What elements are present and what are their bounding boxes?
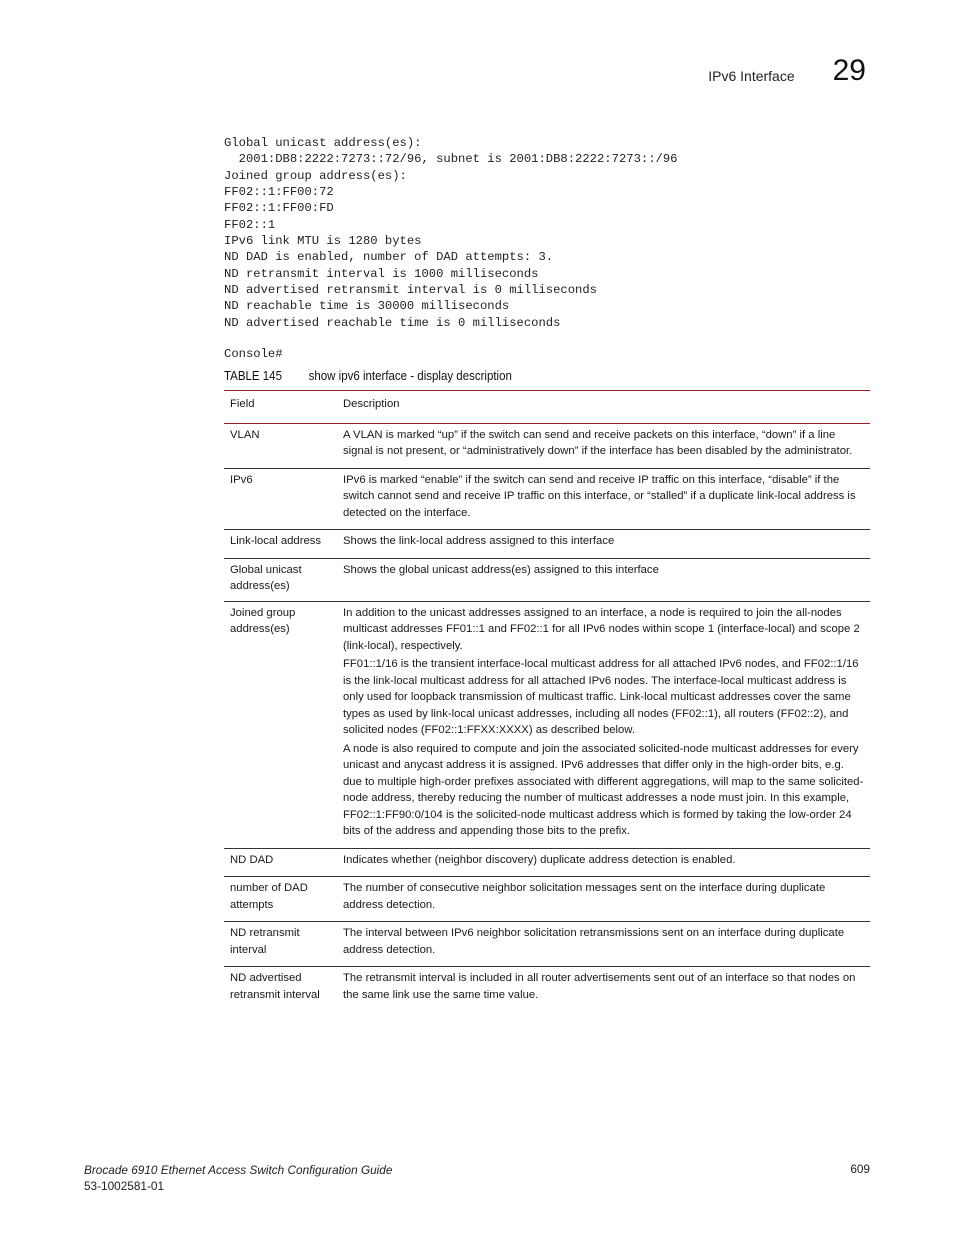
- console-prompt: Console#: [224, 347, 283, 361]
- cli-output-line: ND advertised reachable time is 0 milliseconds: [224, 315, 561, 330]
- cli-output-line: FF02::1: [224, 217, 276, 232]
- page-number: 609: [850, 1162, 870, 1176]
- chapter-number: 29: [832, 54, 866, 87]
- table-row: [224, 877, 870, 922]
- description-paragraph: A VLAN is marked “up” if the switch can send and receive packets on this interface, “down” if a line signal is not present, or “administratively down” if the interface has been disabled by the administrator.: [343, 428, 853, 457]
- description-paragraph: In addition to the unicast addresses assigned to an interface, a node is required to join the all-nodes multicast addresses FF01::1 and FF02::1 for all IPv6 nodes within scope 1 (interface-local) and scope 2 (link-local), respectively.: [343, 606, 860, 652]
- table-row: [224, 530, 870, 559]
- description-paragraph: Shows the global unicast address(es) assigned to this interface: [343, 563, 659, 576]
- cli-output-line: Joined group address(es):: [224, 168, 407, 183]
- table-caption-title: show ipv6 interface - display description: [308, 369, 512, 383]
- table-caption: [224, 369, 512, 383]
- field-cell: VLAN: [224, 423, 337, 468]
- field-cell: ND DAD: [224, 848, 337, 877]
- description-paragraph: The number of consecutive neighbor solicitation messages sent on the interface during duplicate address detection.: [343, 882, 826, 911]
- description-paragraph: Shows the link-local address assigned to this interface: [343, 535, 615, 547]
- field-cell: number of DAD attempts: [224, 877, 337, 922]
- cli-output-line: ND reachable time is 30000 milliseconds: [224, 299, 510, 314]
- description-cell: [337, 848, 870, 877]
- description-paragraph: A node is also required to compute and join the associated solicited-node multicast addresses for every unicast and anycast address it is assigned. IPv6 addresses that differ only in the high-order bits, e.g. due to multiple high-order prefixes associated with different aggregations, will map to the same solicited-node address, thereby reducing the number of multicast addresses a node must join. In this example, FF02::1:FF90:0/104 is the solicited-node multicast address which is formed by taking the low-order 24 bits of the address and appending those bits to the prefix.: [343, 742, 864, 837]
- description-cell: [337, 468, 870, 530]
- column-header-description: Description: [337, 391, 870, 424]
- table-row: [224, 922, 870, 967]
- section-title: IPv6 Interface: [708, 68, 795, 84]
- table-row: [224, 468, 870, 530]
- description-cell: [337, 877, 870, 922]
- field-cell: Joined group address(es): [224, 601, 337, 848]
- description-paragraph: The interval between IPv6 neighbor solicitation retransmissions sent on an interface during duplicate address detection.: [343, 927, 845, 956]
- table-row: [224, 848, 870, 877]
- field-cell: IPv6: [224, 468, 337, 530]
- cli-output-line: FF02::1:FF00:72: [224, 185, 334, 200]
- table-row: [224, 423, 870, 468]
- table-header-row: [224, 391, 870, 424]
- table-row: [224, 601, 870, 848]
- cli-output-line: FF02::1:FF00:FD: [224, 201, 334, 216]
- footer-doc-title: Brocade 6910 Ethernet Access Switch Configuration Guide: [84, 1163, 393, 1177]
- table-body: [224, 423, 870, 1011]
- description-cell: [337, 601, 870, 848]
- cli-output-line: ND retransmit interval is 1000 milliseconds: [224, 266, 539, 281]
- cli-output-line: IPv6 link MTU is 1280 bytes: [224, 234, 422, 249]
- table-row: [224, 558, 870, 601]
- description-paragraph: FF01::1/16 is the transient interface-local multicast address for all attached IPv6 nodes, and FF02::1/16 is the link-local multicast address for all attached IPv6 nodes. The interface-local multicast address is only used for loopback transmission of multicast traffic. Link-local multicast addresses cover the same types as used by link-local unicast addresses, including all nodes (FF02::1), all routers (FF02::2), and solicited nodes (FF02::1:FFXX:XXXX) as described below.: [343, 658, 859, 736]
- table-caption-number: TABLE 145: [224, 369, 282, 383]
- field-cell: Global unicast address(es): [224, 558, 337, 601]
- cli-output-line: Global unicast address(es):: [224, 136, 422, 150]
- description-cell: [337, 423, 870, 468]
- description-table: [224, 390, 870, 1011]
- footer: [84, 1162, 392, 1194]
- description-cell: [337, 922, 870, 967]
- description-cell: [337, 967, 870, 1012]
- cli-output: [224, 135, 677, 331]
- cli-output-line: 2001:DB8:2222:7273::72/96, subnet is 2001:DB8:2222:7273::/96: [224, 152, 678, 167]
- footer-doc-number: 53-1002581-01: [84, 1179, 165, 1193]
- field-cell: ND retransmit interval: [224, 922, 337, 967]
- cli-output-line: ND DAD is enabled, number of DAD attempts: 3.: [224, 250, 554, 265]
- page-header: [708, 56, 866, 86]
- description-cell: [337, 558, 870, 601]
- description-paragraph: IPv6 is marked “enable” if the switch can send and receive IP traffic on this interface, “disable” if the switch cannot send and receive IP traffic on this interface, or “stalled” if a duplicate link-local address is detected on the interface.: [343, 473, 856, 519]
- field-cell: ND advertised retransmit interval: [230, 972, 320, 1001]
- table-row: [224, 967, 870, 1012]
- description-cell: [337, 530, 870, 559]
- field-cell: Link-local address: [224, 530, 337, 559]
- cli-output-line: ND advertised retransmit interval is 0 milliseconds: [224, 283, 597, 298]
- column-header-field: Field: [224, 391, 337, 424]
- description-paragraph: The retransmit interval is included in all router advertisements sent out of an interface so that nodes on the same link use the same time value.: [343, 972, 856, 1001]
- description-paragraph: Indicates whether (neighbor discovery) duplicate address detection is enabled.: [343, 853, 736, 866]
